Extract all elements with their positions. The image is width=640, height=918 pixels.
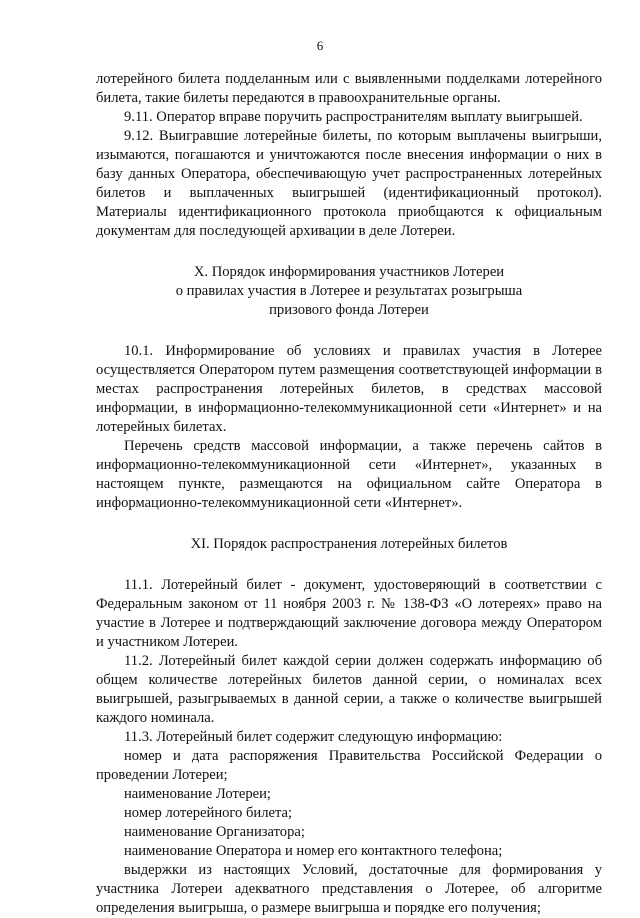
page-number: 6: [316, 38, 324, 53]
section-10-heading: [96, 263, 602, 320]
paragraph-9-continuation: лотерейного билета подделанным или с выявленными подделками лотерейного билета, такие билеты передаются в правоохранительные органы.: [96, 71, 602, 106]
section-10-heading-line-2: о правилах участия в Лотерее и результатах розыгрыша: [175, 283, 523, 299]
paragraph-10-1: 10.1. Информирование об условиях и правилах участия в Лотерее осуществляется Оператором путем размещения соответствующей информации в местах распространения лотерейных билетов, в средствах массовой информации, в информационно-телекоммуникационной сети «Интернет» и на лотерейных билетах.: [96, 343, 602, 435]
list-item: номер и дата распоряжения Правительства Российской Федерации о проведении Лотереи;: [96, 748, 602, 783]
document-body: [96, 70, 602, 918]
list-item: наименование Организатора;: [124, 824, 305, 840]
section-10-heading-line-1: X. Порядок информирования участников Лотереи: [193, 264, 505, 280]
section-11-heading: XI. Порядок распространения лотерейных билетов: [190, 536, 508, 552]
list-item: наименование Лотереи;: [124, 786, 271, 802]
paragraph-11-3: 11.3. Лотерейный билет содержит следующую информацию:: [124, 729, 503, 745]
paragraph-9-11: 9.11. Оператор вправе поручить распространителям выплату выигрышей.: [124, 109, 583, 125]
paragraph-10-list: Перечень средств массовой информации, а также перечень сайтов в информационно-телекоммуникационной сети «Интернет», указанных в настоящем пункте, размещаются на официальном сайте Оператора в информационно-телекоммуникационной сети «Интернет».: [96, 438, 602, 511]
list-item: номер лотерейного билета;: [124, 805, 293, 821]
paragraph-9-12: 9.12. Выигравшие лотерейные билеты, по которым выплачены выигрыши, изымаются, погашаются и уничтожаются после внесения информации о них в базу данных Оператора, обеспечивающую учет распространенных лотерейных билетов и выплаченных выигрышей (идентификационный протокол). Материалы идентификационного протокола приобщаются к официальным документам для последующей архивации в деле Лотереи.: [96, 128, 602, 239]
list-item: наименование Оператора и номер его контактного телефона;: [124, 843, 503, 859]
paragraph-11-2: 11.2. Лотерейный билет каждой серии должен содержать информацию об общем количестве лотерейных билетов данной серии, о номиналах всех выигрышей, разыгрываемых в данной серии, а также о количестве выигрышей каждого номинала.: [96, 653, 602, 726]
paragraph-11-1: 11.1. Лотерейный билет - документ, удостоверяющий в соответствии с Федеральным законом от 11 ноября 2003 г. № 138-ФЗ «О лотереях» право на участие в Лотерее и подтверждающий заключение договора между Оператором и участником Лотереи.: [96, 577, 602, 650]
list-item: выдержки из настоящих Условий, достаточные для формирования у участника Лотереи адекватного представления о Лотерее, об алгоритме определения выигрыша, о размере выигрыша и порядке его получения;: [96, 862, 602, 916]
section-10-heading-line-3: призового фонда Лотереи: [269, 302, 429, 318]
